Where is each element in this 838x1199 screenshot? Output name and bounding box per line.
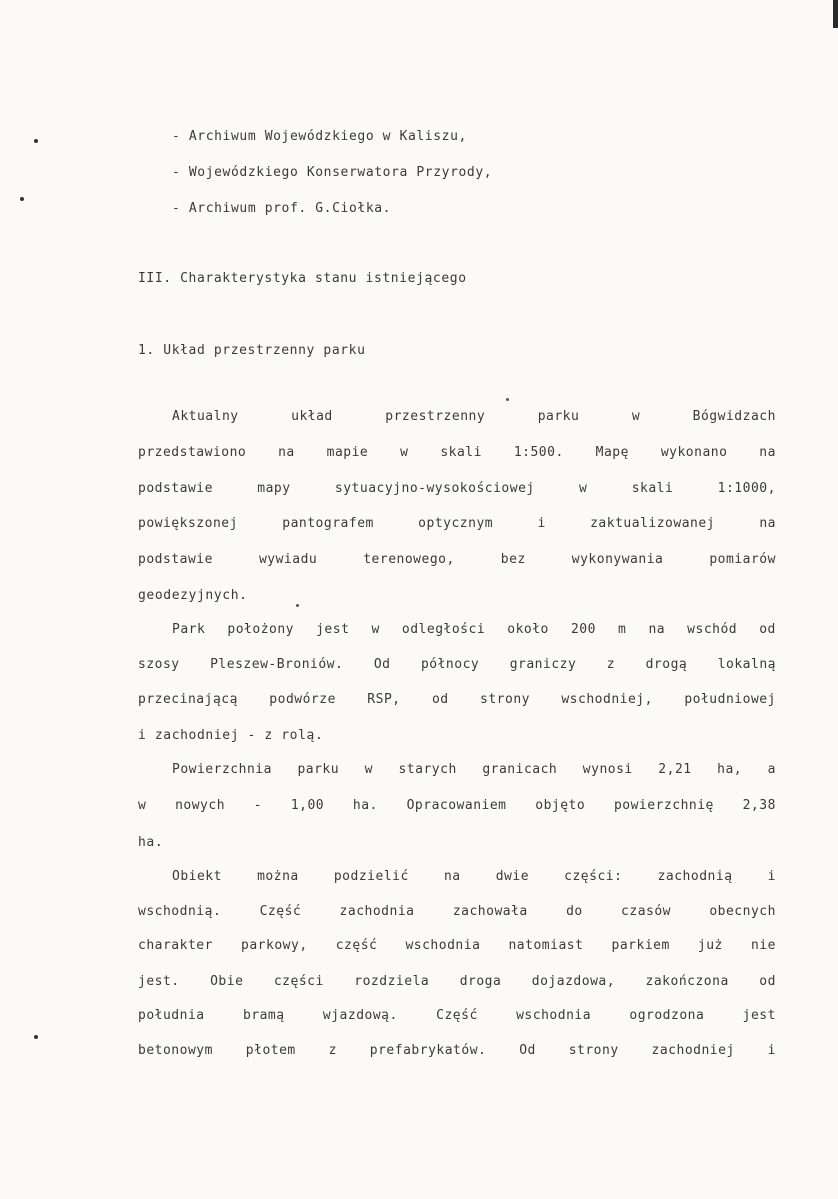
word: Opracowaniem [406, 798, 507, 813]
word: bramą [242, 1008, 285, 1023]
word: drogą [645, 657, 688, 672]
paragraph-line [138, 657, 776, 673]
word: pantografem [282, 516, 374, 531]
word: ha, [717, 762, 743, 777]
word: wywiadu [258, 552, 318, 567]
word: obecnych [709, 904, 776, 919]
word: północy [420, 657, 480, 672]
word: zaktualizowanej [590, 516, 716, 531]
word: i [537, 516, 546, 531]
word: wschodnia [405, 938, 481, 953]
word: wschodnia [516, 1008, 592, 1023]
word: powierzchnię [613, 798, 714, 813]
word: Od [373, 657, 391, 672]
word: można [257, 869, 299, 884]
word: w [371, 622, 380, 637]
paragraph-line [172, 762, 776, 778]
word: lokalną [717, 657, 776, 672]
word: od [759, 622, 776, 637]
paragraph-line [138, 552, 776, 568]
word: 2,38 [742, 798, 776, 813]
word: 1,00 [290, 798, 325, 813]
binding-hole-mark [34, 1035, 38, 1039]
word: Część [436, 1008, 478, 1023]
word: rozdziela [354, 974, 430, 989]
subsection-heading: 1. Układ przestrzenny parku [138, 343, 366, 358]
word: ha. [352, 798, 378, 813]
word: z [328, 1043, 337, 1058]
word: około [507, 622, 549, 637]
word: ogrodzona [629, 1008, 705, 1023]
word: na [278, 445, 295, 460]
paragraph-line [138, 904, 776, 920]
scan-speck [296, 604, 299, 607]
word: skali [631, 481, 674, 496]
word: część [335, 938, 378, 953]
word: wynosi [582, 762, 633, 777]
word: zakończona [645, 974, 729, 989]
word: strony [480, 692, 530, 707]
word: w [400, 445, 409, 460]
paragraph-line [138, 1008, 776, 1024]
paragraph-line [172, 869, 776, 885]
word: z [606, 657, 616, 672]
word: odległości [401, 622, 486, 637]
word: Mapę [595, 445, 629, 460]
word: prefabrykatów. [369, 1043, 487, 1058]
word: 200 [570, 622, 596, 637]
scan-speck [506, 398, 509, 401]
word: Bógwidzach [692, 409, 776, 424]
word: jest [742, 1008, 776, 1023]
word: RSP, [367, 692, 401, 707]
paragraph-line: ha. [138, 835, 164, 850]
word: Od [519, 1043, 536, 1058]
source-item: - Archiwum prof. G.Ciołka. [172, 201, 392, 216]
word: Obie [210, 974, 244, 989]
word: szosy [138, 657, 180, 672]
word: parkiem [611, 938, 670, 953]
word: nie [750, 938, 776, 953]
word: parku [537, 409, 580, 424]
word: zachodnia [339, 904, 415, 919]
word: 1:500. [513, 445, 564, 460]
word: mapy [257, 481, 291, 496]
word: wykonywania [571, 552, 664, 567]
word: Powierzchnia [172, 762, 272, 777]
word: części: [564, 869, 623, 884]
word: wschodnią. [138, 904, 222, 919]
paragraph-line [138, 798, 776, 814]
word: na [443, 869, 461, 884]
word: na [648, 622, 666, 637]
word: powiększonej [138, 516, 238, 531]
word: strony [568, 1043, 619, 1058]
word: podzielić [333, 869, 409, 884]
word: a [767, 762, 776, 777]
word: jest [316, 622, 350, 637]
word: m [618, 622, 627, 637]
word: dwie [495, 869, 530, 884]
word: południa [138, 1008, 205, 1023]
word: objęto [535, 798, 586, 813]
word: układ [291, 409, 333, 424]
word: przestrzenny [385, 409, 486, 424]
word: natomiast [508, 938, 584, 953]
word: mapie [326, 445, 369, 460]
word: położony [227, 622, 295, 637]
word: Aktualny [172, 409, 239, 424]
word: zachodniej [651, 1043, 735, 1058]
scan-edge-mark [833, 0, 838, 28]
word: części [273, 974, 324, 989]
word: w [364, 762, 373, 777]
paragraph-line [172, 622, 776, 638]
word: graniczy [509, 657, 577, 672]
paragraph-line [138, 974, 776, 990]
word: nowych [175, 798, 226, 813]
word: już [697, 938, 723, 953]
word: w [579, 481, 588, 496]
word: wschód [687, 622, 738, 637]
word: od [759, 974, 776, 989]
word: terenowego, [363, 552, 455, 567]
word: bez [500, 552, 526, 567]
word: Obiekt [172, 869, 222, 884]
binding-hole-mark [34, 139, 38, 143]
source-item: - Wojewódzkiego Konserwatora Przyrody, [172, 165, 493, 180]
word: wjazdową. [322, 1008, 398, 1023]
paragraph-line [138, 1043, 776, 1059]
paragraph-line: i zachodniej - z rolą. [138, 728, 324, 743]
word: do [566, 904, 583, 919]
binding-hole-mark [20, 197, 24, 201]
word: parkowy, [241, 938, 308, 953]
paragraph-line [138, 445, 776, 461]
paragraph-line [138, 481, 776, 497]
paragraph-line [138, 692, 776, 708]
word: na [759, 445, 776, 460]
word: granicach [482, 762, 558, 777]
word: - [253, 798, 263, 813]
word: zachodnią [657, 869, 733, 884]
word: betonowym [138, 1043, 213, 1058]
word: zachowała [452, 904, 528, 919]
word: skali [440, 445, 482, 460]
word: od [431, 692, 449, 707]
word: czasów [621, 904, 672, 919]
word: w [631, 409, 641, 424]
word: na [759, 516, 776, 531]
word: droga [459, 974, 502, 989]
word: 2,21 [658, 762, 692, 777]
word: 1:1000, [717, 481, 776, 496]
word: wykonano [660, 445, 728, 460]
word: przecinającą [138, 692, 238, 707]
word: w [138, 798, 147, 813]
section-heading: III. Charakterystyka stanu istniejącego [138, 271, 467, 286]
word: i [767, 869, 776, 884]
word: Pleszew-Broniów. [210, 657, 344, 672]
word: Park [172, 622, 206, 637]
word: podstawie [138, 552, 213, 567]
word: parku [297, 762, 340, 777]
paragraph-line: geodezyjnych. [138, 588, 248, 603]
source-item: - Archiwum Wojewódzkiego w Kaliszu, [172, 129, 467, 144]
word: Część [259, 904, 302, 919]
paragraph-line [172, 409, 776, 425]
word: przedstawiono [138, 445, 247, 460]
word: południowej [684, 692, 776, 707]
word: wschodniej, [561, 692, 653, 707]
word: sytuacyjno-wysokościowej [334, 481, 535, 496]
word: podwórze [269, 692, 336, 707]
word: pomiarów [709, 552, 776, 567]
word: charakter [138, 938, 213, 953]
paragraph-line [138, 516, 776, 532]
word: optycznym [418, 516, 494, 531]
word: jest. [138, 974, 180, 989]
paragraph-line [138, 938, 776, 954]
word: podstawie [138, 481, 213, 496]
word: starych [398, 762, 457, 777]
word: i [767, 1043, 776, 1058]
word: płotem [245, 1043, 296, 1058]
word: dojazdowa, [531, 974, 616, 989]
